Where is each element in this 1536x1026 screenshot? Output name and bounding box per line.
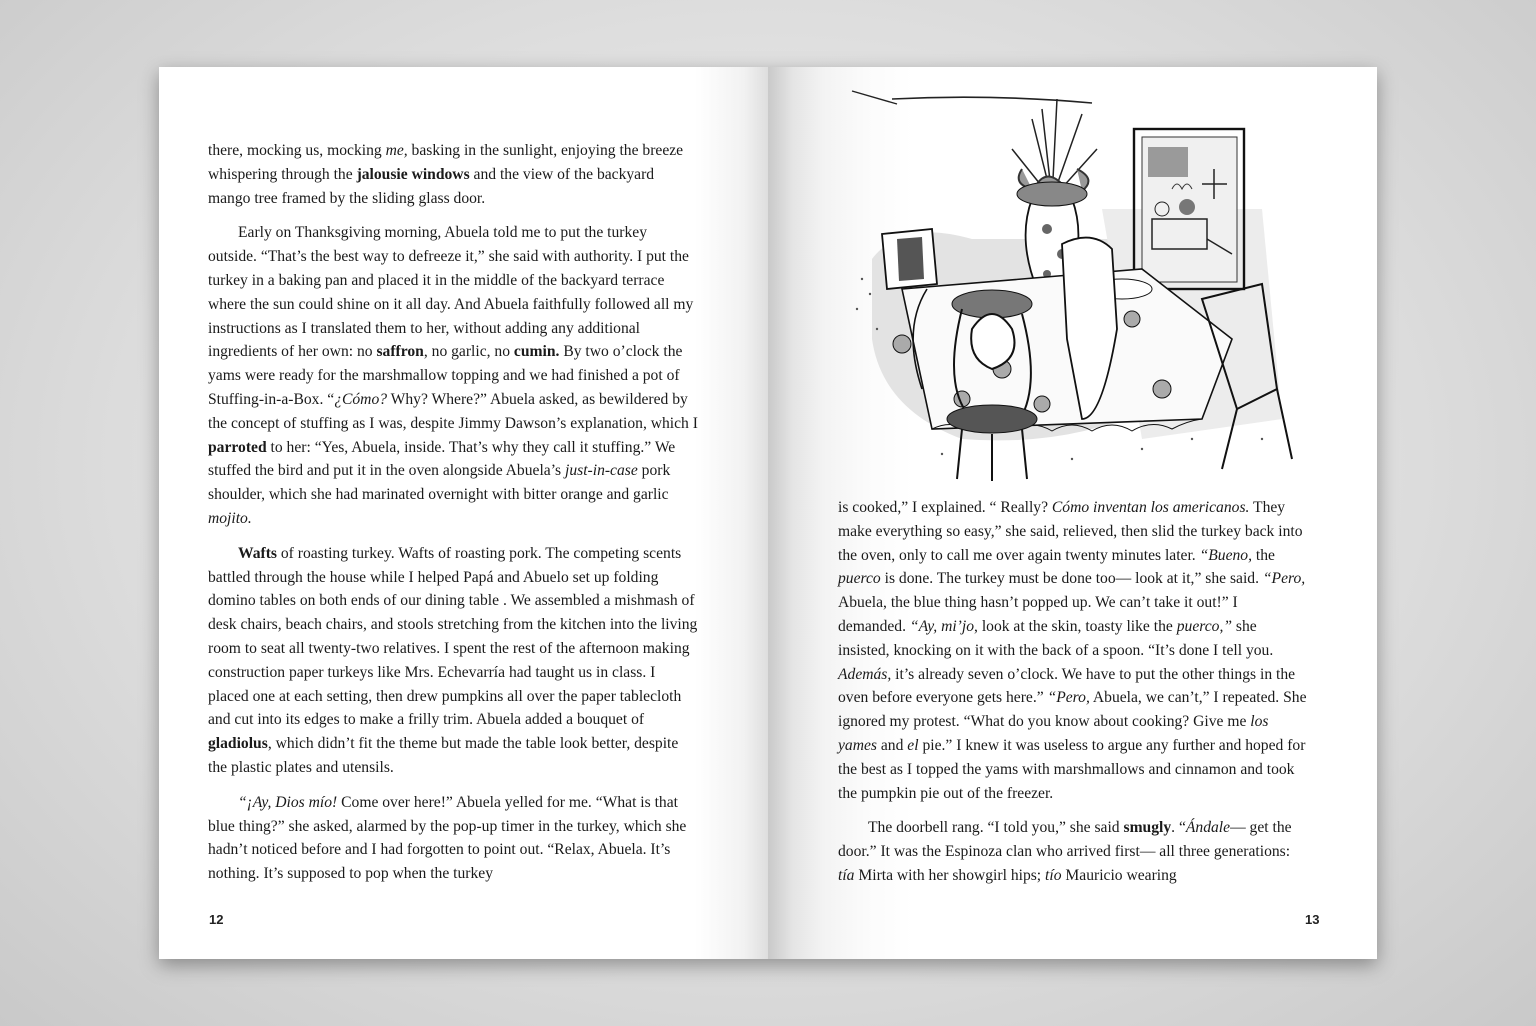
text-run: Early on Thanksgiving morning, Abuela told me to put the turkey outside. “That’s the best way to defreeze it,” she said with authority. I put the turkey in a baking pan and placed it in the middle of the backyard terrace where the sun could shine on it all day. And Abuela faithfully followed all my instructions as I translated them to her, without adding any additional ingredients of her own: no — [208, 224, 694, 361]
text-run: Come over here!” Abuela yelled for me. “What is that blue thing?” she asked, alarmed by the pop-up timer in the turkey, which she hadn’t noticed before and I had forgotten to point out. “Relax, Abuela. It’s nothing. It’s supposed to pop when the turkey — [208, 793, 687, 883]
italic-phrase: “Pero, — [1262, 570, 1306, 588]
text-run: and — [876, 736, 908, 754]
italic-phrase: Además, — [838, 665, 892, 683]
text-run: They make everything so easy,” she said, relieved, then slid the turkey back into the oven, only to call me over again twenty minutes later. — [838, 499, 1303, 564]
text-run: it’s already seven o’clock. We have to put the other things in the oven before everyone gets here.” — [838, 665, 1296, 707]
italic-phrase: me, — [385, 142, 408, 159]
text-run: is cooked,” I explained. “ Really? — [838, 499, 1052, 516]
text-run: Why? Where?” Abuela asked, as bewildered by the concept of stuffing as I was, despite Jimmy Dawson’s explanation, which I — [208, 390, 698, 432]
open-book — [159, 67, 1377, 959]
italic-phrase: tía — [838, 866, 855, 884]
italic-phrase: los yames — [838, 713, 1269, 754]
page-number: 13 — [1305, 912, 1320, 927]
dining-table-illustration — [842, 89, 1312, 481]
paragraph — [208, 221, 698, 530]
paragraph — [208, 791, 698, 886]
italic-phrase: Cómo inventan los americanos. — [1051, 499, 1250, 516]
bold-term: gladiolus — [208, 735, 268, 753]
text-run: — get the door.” It was the Espinoza clan who arrived first— all three generations: — [838, 819, 1292, 861]
italic-phrase: mojito. — [208, 509, 252, 527]
text-run: the — [1252, 546, 1275, 564]
text-run: of roasting turkey. Wafts of roasting pork. The competing scents battled through the house while I helped Papá and Abuelo set up folding domino tables on both ends of our dining table . We assembled a mishmash of desk chairs, beach chairs, and stools stretching from the kitchen into the living room to seat all twenty-two relatives. I spent the rest of the afternoon making construction paper turkeys like Mrs. Echevarría had taught us in class. I placed one at each setting, then drew pumpkins all over the paper tablecloth and cut into its edges to make a frilly trim. Abuela added a bouquet of — [208, 544, 698, 729]
text-run: Abuela, the blue thing hasn’t popped up. We can’t take it out!” I demanded. — [838, 594, 1238, 635]
text-run: she insisted, knocking on it with the back of a spoon. “It’s done I tell you. — [838, 617, 1274, 659]
italic-phrase: tío — [1045, 866, 1062, 884]
text-run: basking in the sunlight, enjoying the breeze whispering through the — [208, 142, 684, 183]
bold-term: cumin. — [513, 343, 560, 361]
italic-phrase: “Ay, mi’jo — [909, 617, 975, 635]
paragraph — [838, 496, 1308, 805]
italic-phrase: just-in-case — [565, 462, 638, 480]
text-run: . “ — [1171, 819, 1186, 837]
italic-phrase: ¿Cómo? — [334, 390, 388, 408]
text-run: , look at the skin, toasty like the — [974, 617, 1177, 635]
bold-term: saffron — [376, 343, 424, 361]
right-page-text — [838, 496, 1308, 888]
text-run: pork shoulder, which she had marinated overnight with bitter orange and garlic — [208, 462, 671, 504]
text-run: Mauricio wearing — [1061, 866, 1177, 884]
text-run: , which didn’t fit the theme but made the table look better, despite the plastic plates and utensils. — [208, 735, 679, 776]
italic-phrase: Ándale — [1185, 819, 1231, 837]
text-run: is done. The turkey must be done too— look at it,” she said. — [880, 570, 1263, 588]
text-run: Abuela, we can’t,” I repeated. She ignored my protest. “What do you know about cooking? Give me — [838, 689, 1307, 731]
text-run: pie.” I knew it was useless to argue any further and hoped for the best as I topped the yams with marshmallows and cinnamon and took the pumpkin pie out of the freezer. — [838, 736, 1306, 802]
text-run: By two o’clock the yams were ready for the marshmallow topping and we had finished a pot of Stuffing-in-a-Box. “ — [208, 343, 683, 408]
page-number: 12 — [209, 912, 224, 927]
paragraph — [208, 139, 698, 210]
text-run: to her: “Yes, Abuela, inside. That’s why they call it stuffing.” We stuffed the bird and put it in the oven alongside Abuela’s — [208, 438, 676, 480]
text-run: The doorbell rang. “I told you,” she said — [868, 819, 1124, 837]
italic-phrase: “Bueno, — [1199, 546, 1253, 564]
left-page-text — [208, 139, 698, 886]
right-page — [768, 67, 1377, 959]
paragraph — [208, 542, 698, 780]
bold-term: Wafts — [238, 544, 277, 562]
italic-phrase: puerco — [838, 570, 881, 588]
bold-term: jalousie windows — [356, 165, 470, 183]
left-page — [159, 67, 768, 959]
italic-phrase: puerco,” — [1176, 617, 1233, 635]
text-run: Mirta with her showgirl hips; — [854, 866, 1046, 884]
text-run: , no garlic, no — [423, 343, 514, 361]
text-run: there, mocking us, mocking — [208, 142, 386, 159]
bold-term: parroted — [208, 438, 267, 456]
paragraph — [838, 816, 1308, 887]
text-run: and the view of the backyard mango tree framed by the sliding glass door. — [208, 165, 655, 207]
italic-phrase: “Pero, — [1047, 689, 1090, 707]
bold-term: smugly — [1123, 819, 1172, 837]
italic-phrase: el — [907, 736, 919, 754]
italic-phrase: “¡Ay, Dios mío! — [238, 793, 338, 811]
